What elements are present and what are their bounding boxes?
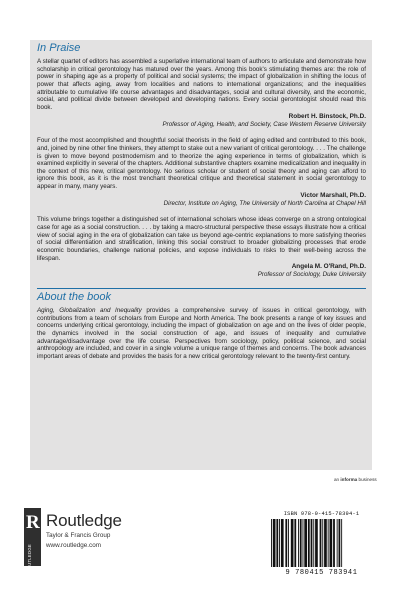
about-heading: About the book [37, 290, 112, 303]
praise-author-role: Professor of Aging, Health, and Society, Case Western Reserve University [162, 120, 366, 128]
barcode-bars [270, 519, 373, 569]
praise-text: Four of the most accomplished and thoughtful social theorists in the field of aging edited and contributed to this book, and, joined by nine other fine thinkers, they attempt to stake out a new variant of critical gerontology. . . . The challenge is given to move beyond postmodernism and to theorize the aging experience in terms of globalization, which is examined explicitly in several of the chapters. Additional substantive chapters examine medicalization and inequality in the context of this new, critical gerontology. No serious scholar or student of social theory and aging can afford to ignore this book, as it is the most trenchant theoretical critique and theoretical statement in social gerontology to appear in many, many years. [37, 137, 366, 191]
barcode-bar [300, 519, 302, 567]
book-title: Aging, Globalization and Inequality [37, 306, 142, 314]
barcode-bar [333, 519, 335, 567]
praise-text: A stellar quartet of editors has assembled a superlative international team of authors to articulate and demonstrate how scholarship in critical gerontology has matured over the years. Among this book's stimulating themes are: the role of power in shaping age as a property of political and social systems; the impact of globalization in shifting the locus of power that affects aging, away from localities and nations to international organizations; and the inequalities attributable to cumulative life course advantages and disadvantages, social and cultural diversity, and the economic, social, and political divide between developed and developing nations. Every social gerontologist should read this book. [37, 58, 366, 111]
barcode-bar [337, 519, 338, 567]
logo-vertical-text: ROUTLEDGE [27, 544, 32, 573]
about-body: provides a comprehensive survey of issues in critical gerontology, with contributions from a team of scholars from Europe and North America. The book presents a range of key issues and concerns underlying critical gerontology, including the impact of globalization on age and on the lives of older people, the dynamics involved in the social construction of age, and issues of inequality and cumulative advantage/disadvantage over the life course. Perspectives from sociology, policy, political science, and social anthropology are included, and cover in a single volume a unique range of themes and concerns. The book advances important areas of debate and provides the basis for a new critical gerontology relevant to the twenty-first century. [37, 306, 367, 360]
barcode-bar [279, 519, 280, 567]
praise-author: Angela M. O'Rand, Ph.D. [291, 263, 366, 271]
informa-word: informa [340, 477, 358, 482]
praise-quote-2 [37, 137, 366, 207]
barcode-bar [313, 519, 314, 567]
about-section [37, 288, 366, 361]
praise-author-role: Director, Institute on Aging, The University of North Carolina at Chapel Hill [163, 199, 366, 207]
barcode-bar [281, 519, 284, 567]
barcode-bar [330, 519, 333, 567]
informa-prefix: an [334, 477, 341, 482]
barcode-bar [288, 519, 289, 567]
barcode-bar [271, 519, 272, 567]
barcode-bar [298, 519, 299, 567]
praise-author: Victor Marshall, Ph.D. [300, 191, 366, 199]
praise-author-role: Professor of Sociology, Duke University [257, 271, 366, 279]
isbn-barcode [266, 511, 377, 577]
about-text [37, 307, 366, 361]
barcode-bar [276, 519, 278, 567]
informa-business-label [334, 477, 377, 482]
barcode-bar [328, 519, 329, 567]
publisher-name: Routledge [46, 511, 122, 530]
praise-heading: In Praise [37, 42, 81, 54]
barcode-bar [291, 519, 294, 567]
isbn-label: ISBN 978-0-415-78394-1 [283, 511, 360, 517]
publisher-group: Taylor & Francis Group [46, 532, 111, 539]
logo-letter: R [26, 512, 40, 533]
barcode-digits: 9 780415 783941 [285, 569, 358, 577]
praise-quote-1 [37, 58, 366, 128]
barcode-bar [320, 519, 322, 567]
praise-text: This volume brings together a distinguished set of international scholars whose ideas converge on a strong ontological case for age as a social construction. . . . by taking a macro-structural perspective these essays illustrate how a critical view of social aging in the era of globalization can take us beyond age-centric explanations to more satisfying theories of social differentiation and stratification, linking this social construct to broader globalizing processes that erode economic boundaries, challenge national policies, and expose individuals to risks to their well-being across the lifespan. [37, 216, 366, 262]
barcode-bar [324, 519, 327, 567]
barcode-bar [273, 519, 276, 567]
barcode-bar [315, 519, 318, 567]
informa-suffix: business [357, 477, 377, 482]
barcode-bar [339, 519, 341, 567]
barcode-bar [322, 519, 323, 567]
barcode-bar [285, 519, 287, 567]
publisher-url: www.routledge.com [46, 542, 101, 549]
routledge-logo [24, 503, 184, 573]
routledge-logo-mark [24, 508, 41, 573]
praise-quote-3 [37, 216, 366, 279]
praise-author: Robert H. Binstock, Ph.D. [288, 112, 366, 120]
barcode-bar [294, 519, 296, 567]
barcode-bar [341, 519, 342, 567]
barcode-bar [304, 519, 307, 567]
barcode-bar [311, 519, 313, 567]
text-panel [30, 40, 372, 470]
barcode-bar [308, 519, 310, 567]
barcode-bar [303, 519, 304, 567]
